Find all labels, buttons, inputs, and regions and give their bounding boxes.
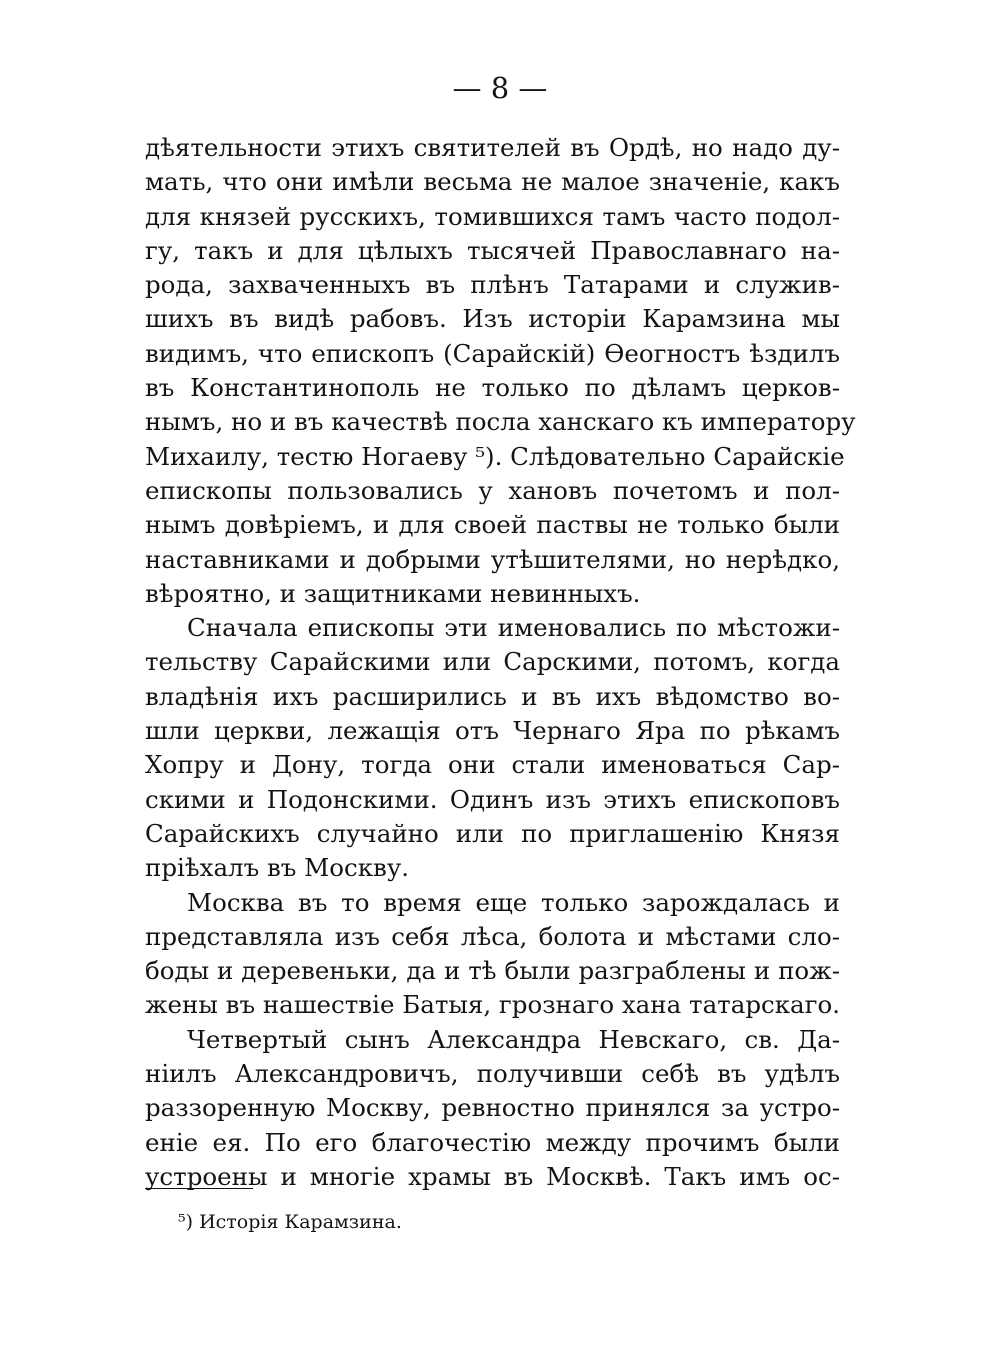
body-text: [145, 131, 856, 1194]
text-line: дѣятельности этихъ святителей въ Ордѣ, но надо ду-: [145, 133, 840, 162]
text-line: тельству Сарайскими или Сарскими, потомъ, когда: [145, 647, 840, 677]
text-line: Сначала епископы эти именовались по мѣстожи-: [187, 613, 840, 643]
text-line: гу, такъ и для цѣлыхъ тысячей Православнаго на-: [145, 235, 840, 265]
paragraph-1: [145, 131, 856, 611]
footnote-divider: [145, 1188, 253, 1189]
text-line: Хопру и Дону, тогда они стали именоваться Сар-: [145, 750, 840, 780]
text-line: Москва въ то время еще только зарождалась и: [187, 887, 840, 917]
text-line: ніилъ Александровичъ, получивши себѣ въ удѣлъ: [145, 1059, 840, 1089]
page-number: — 8 —: [452, 71, 548, 105]
text-line: въ Константинополь не только по дѣламъ церков-: [145, 373, 840, 403]
text-line: Михаилу, тестю Ногаеву ⁵). Слѣдовательно Сарайскіе: [145, 441, 845, 471]
text-line: для князей русскихъ, томившихся тамъ часто подол-: [145, 201, 840, 231]
text-line: мать, что они имѣли весьма не малое значеніе, какъ: [145, 167, 840, 197]
text-line: представляла изъ себя лѣса, болота и мѣстами сло-: [145, 921, 840, 951]
text-line: шихъ въ видѣ рабовъ. Изъ исторіи Карамзина мы: [145, 304, 840, 334]
text-line: владѣнія ихъ расширились и въ ихъ вѣдомство во-: [145, 681, 840, 711]
text-line: рода, захваченныхъ въ плѣнъ Татарами и служив-: [145, 270, 840, 300]
text-line: вѣроятно, и защитниками невинныхъ.: [145, 578, 641, 608]
text-line: епископы пользовались у хановъ почетомъ и пол-: [145, 475, 840, 505]
text-line: устроены и многіе храмы въ Москвѣ. Такъ имъ ос-: [145, 1161, 840, 1191]
footnote: ⁵) Исторія Карамзина.: [178, 1211, 402, 1233]
text-line: видимъ, что епископъ (Сарайскій) Ѳеогностъ ѣздилъ: [145, 338, 840, 368]
text-line: нымъ, но и въ качествѣ посла ханскаго къ императору: [145, 407, 856, 437]
text-line: раззоренную Москву, ревностно принялся за устро-: [145, 1093, 840, 1123]
text-line: боды и деревеньки, да и тѣ были разграблены и пож-: [145, 956, 840, 986]
paragraph-4: [145, 1023, 840, 1194]
text-line: пріѣхалъ въ Москву.: [145, 853, 410, 883]
text-line: шли церкви, лежащія отъ Чернаго Яра по рѣкамъ: [145, 716, 840, 746]
text-line: еніе ея. По его благочестію между прочимъ были: [145, 1127, 840, 1157]
text-line: наставниками и добрыми утѣшителями, но нерѣдко,: [145, 544, 840, 574]
paragraph-3: [145, 886, 840, 1023]
text-line: Сарайскихъ случайно или по приглашенію Князя: [145, 818, 840, 848]
paragraph-2: [145, 611, 840, 885]
text-line: нымъ довѣріемъ, и для своей паствы не только были: [145, 510, 840, 540]
text-line: жены въ нашествіе Батыя, грознаго хана татарскаго.: [145, 990, 841, 1020]
text-line: Четвертый сынъ Александра Невскаго, св. Да-: [187, 1024, 840, 1054]
text-line: скими и Подонскими. Одинъ изъ этихъ епископовъ: [145, 784, 840, 814]
